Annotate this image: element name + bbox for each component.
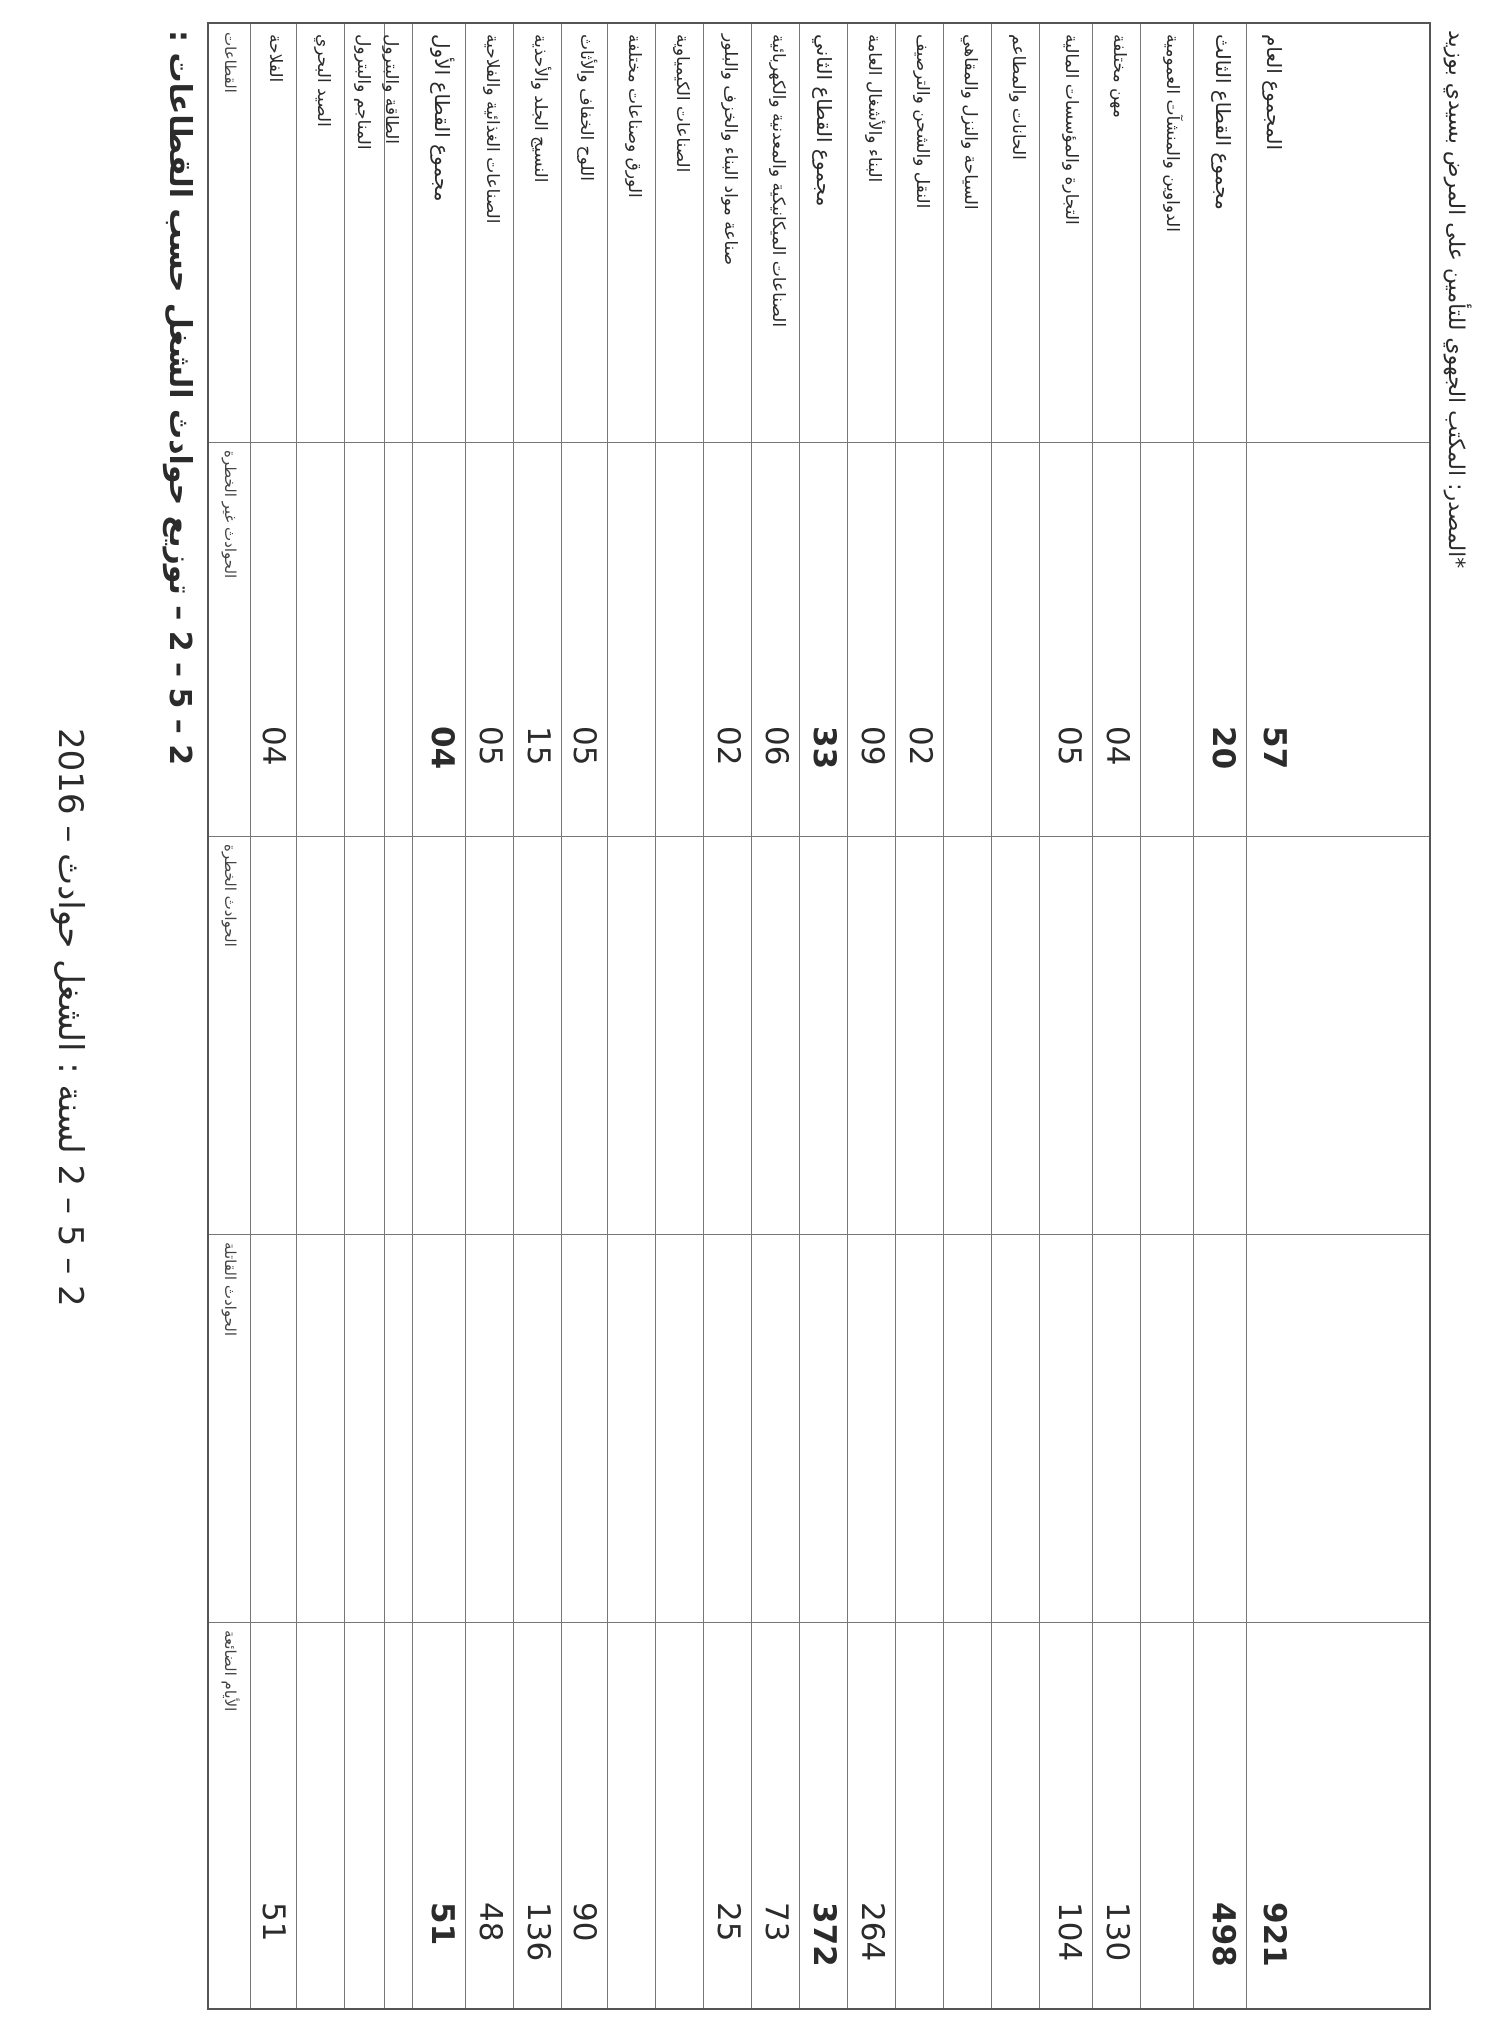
non-serious-value: 06 bbox=[758, 726, 794, 766]
sector-label: الورق وصناعات مختلفة bbox=[624, 34, 644, 198]
non-serious-value: 02 bbox=[710, 726, 746, 766]
sector-label: الصناعات الغذائية والفلاحية bbox=[482, 34, 502, 224]
misc-row bbox=[1093, 24, 1141, 2008]
grand-total-row bbox=[1247, 24, 1298, 2008]
fishing-row bbox=[297, 24, 345, 2008]
sector-label: الفلاحة bbox=[265, 34, 285, 83]
days-lost-value: 372 bbox=[806, 1902, 842, 1967]
sector2-total-row bbox=[800, 24, 848, 2008]
sector-label: السياحة والنزل والمقاهي bbox=[960, 34, 980, 210]
trade-row bbox=[1040, 24, 1093, 2008]
header-non-serious: الحوادث غير الخطرة bbox=[221, 450, 239, 579]
wood-row bbox=[562, 24, 608, 2008]
public-row bbox=[1141, 24, 1194, 2008]
days-lost-value: 90 bbox=[566, 1902, 602, 1942]
construction-row bbox=[848, 24, 896, 2008]
sector-label: المناجم والبترول bbox=[353, 34, 373, 150]
header-fatal: الحوادث القاتلة bbox=[221, 1242, 239, 1336]
sector-label: البناء والأشغال العامة bbox=[864, 34, 884, 183]
non-serious-value: 04 bbox=[255, 726, 291, 766]
non-serious-value: 05 bbox=[1051, 726, 1087, 766]
non-serious-value: 33 bbox=[806, 726, 842, 770]
non-serious-value: 04 bbox=[424, 726, 460, 770]
non-serious-value: 05 bbox=[566, 726, 602, 766]
transport-row bbox=[896, 24, 944, 2008]
header-sectors: القطاعات bbox=[221, 32, 239, 93]
days-lost-value: 73 bbox=[758, 1902, 794, 1942]
sector-label: الصناعات الميكانيكية والمعدنية والكهربائية bbox=[768, 34, 788, 328]
non-serious-value: 02 bbox=[902, 726, 938, 766]
non-serious-value: 05 bbox=[472, 726, 508, 766]
agriculture-row bbox=[251, 24, 297, 2008]
days-lost-value: 498 bbox=[1205, 1902, 1241, 1967]
page-title-code: 2 – 5 – 2 bbox=[50, 1164, 90, 1307]
sector3-total-row bbox=[1194, 24, 1247, 2008]
sector-label: الحانات والمطاعم bbox=[1008, 34, 1028, 160]
sector-label: مجموع القطاع الثالث bbox=[1211, 34, 1235, 210]
sector-label: الصيد البحري bbox=[313, 34, 333, 127]
sector1-total-row bbox=[413, 24, 466, 2008]
sector-label: النقل والشحن والترصيف bbox=[912, 34, 932, 209]
sector-label: التجارة والمؤسسات المالية bbox=[1061, 34, 1081, 225]
paper-row bbox=[608, 24, 656, 2008]
non-serious-value: 04 bbox=[1099, 726, 1135, 766]
header-serious: الحوادث الخطرة bbox=[221, 844, 239, 947]
page-title bbox=[50, 728, 90, 1307]
textile-row bbox=[514, 24, 562, 2008]
days-lost-value: 130 bbox=[1099, 1902, 1135, 1962]
sector-label: اللوح الخفاف والأثاث bbox=[576, 34, 596, 181]
days-lost-value: 25 bbox=[710, 1902, 746, 1942]
days-lost-value: 48 bbox=[472, 1902, 508, 1942]
table-title: 2 – 5 – 2 – توزيع حوادث الشغل حسب القطاعات : bbox=[162, 30, 197, 766]
sector-label: الصناعات الكيمياوية bbox=[672, 34, 692, 173]
header-days-lost: الأيام الضائعة bbox=[221, 1630, 239, 1712]
sector-accidents-table bbox=[207, 22, 1431, 2010]
sector-label: مهن مختلفة bbox=[1109, 34, 1129, 118]
non-serious-value: 15 bbox=[520, 726, 556, 766]
days-lost-value: 104 bbox=[1051, 1902, 1087, 1962]
non-serious-value: 09 bbox=[854, 726, 890, 766]
sector-label: المجموع العام bbox=[1262, 34, 1286, 151]
bars-row bbox=[992, 24, 1040, 2008]
days-lost-value: 921 bbox=[1256, 1902, 1292, 1967]
sector-label: مجموع القطاع الأول bbox=[430, 34, 454, 202]
sector-label: الدواوين والمنشآت العمومية bbox=[1162, 34, 1182, 232]
chemical-row bbox=[656, 24, 704, 2008]
tourism-row bbox=[944, 24, 992, 2008]
days-lost-value: 136 bbox=[520, 1902, 556, 1962]
energy-row bbox=[381, 24, 413, 2008]
source-note: *المصدر: المكتب الجهوي للتأمين على المرض بسيدي بوزيد bbox=[1443, 30, 1468, 569]
sector-label: النسيج الجلد والأحذية bbox=[530, 34, 550, 183]
food-row bbox=[466, 24, 514, 2008]
non-serious-value: 57 bbox=[1256, 726, 1292, 770]
days-lost-value: 264 bbox=[854, 1902, 890, 1962]
page-title-text: لسنة : الشغل حوادث – bbox=[50, 825, 90, 1154]
sector-label: صناعة مواد البناء والخزف والبلور bbox=[720, 34, 740, 266]
non-serious-value: 20 bbox=[1205, 726, 1241, 770]
sector-label: الطاقة والبترول bbox=[381, 34, 401, 144]
mines-row bbox=[345, 24, 385, 2008]
days-lost-value: 51 bbox=[255, 1902, 291, 1942]
sector-label: مجموع القطاع الثاني bbox=[812, 34, 836, 207]
building-materials-row bbox=[704, 24, 752, 2008]
page-title-year: 2016 bbox=[50, 728, 90, 815]
days-lost-value: 51 bbox=[424, 1902, 460, 1946]
mechanical-row bbox=[752, 24, 800, 2008]
header-column bbox=[209, 24, 251, 2008]
